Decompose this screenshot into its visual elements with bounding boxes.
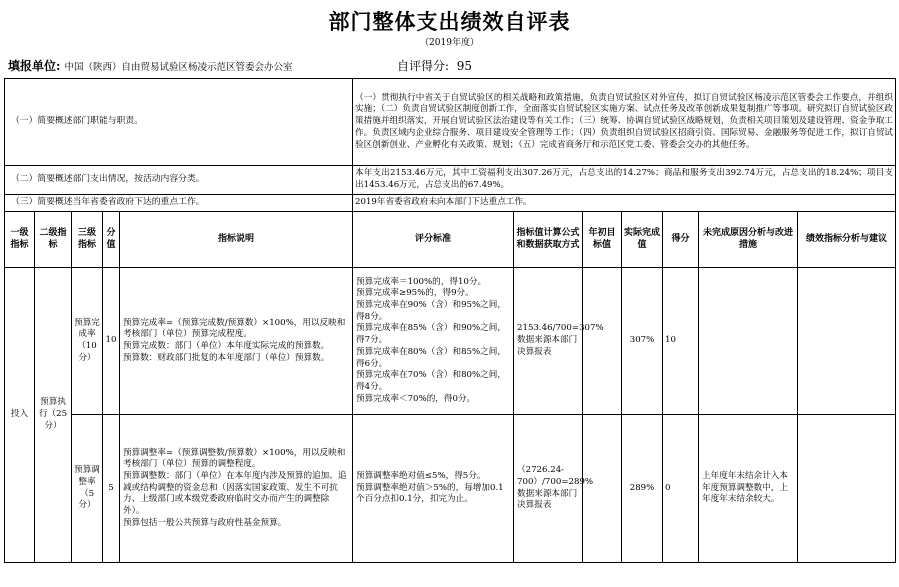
- intro-question: （三）简要概述当年省委省政府下达的重点工作。: [5, 195, 353, 212]
- intro-answer: （一）贯彻执行中省关于自贸试验区的相关战略和政策措施，负责自贸试验区对外宣传，拟订自贸试验区杨凌示范区管委会工作要点，并组织实施；（二）负责自贸试验区制度创新工作，全面落实自贸试验区实施方案、试点任务及改革创新成果复制推广等事项。研究拟订自贸试验区政策措施并组织落实，开展自贸试验区法治建设等有关工作；（三）统筹、协调自贸试验区战略规划，负责相关项目策划及建设管理、资金争取工作。负责区域内企业综合服务、项目建设安全管理等工作；（四）负责组织自贸试验区招商引资、国际贸易、金融服务等促进工作，拟订自贸试验区创新创业、产业孵化有关政策、规划；（五）完成省商务厅和示范区党工委、管委会交办的其他任务。: [353, 79, 896, 166]
- intro-question: （二）简要概述部门支出情况，按活动内容分类。: [5, 166, 353, 195]
- target-cell: [583, 415, 622, 563]
- level2-cell: 预算执行（25分）: [35, 268, 72, 563]
- header-target: 年初目标值: [583, 212, 622, 268]
- header-actual: 实际完成值: [622, 212, 663, 268]
- page-title: 部门整体支出绩效自评表: [328, 10, 571, 34]
- actual-cell: 289%: [622, 415, 663, 563]
- score-cell: 0: [663, 415, 699, 563]
- report-year: （2019年度）: [420, 38, 479, 48]
- self-score-value: 95: [456, 59, 472, 73]
- filing-unit-label: 填报单位:: [8, 59, 61, 73]
- header-criteria: 评分标准: [353, 212, 514, 268]
- intro-question: （一）简要概述部门职能与职责。: [5, 79, 353, 166]
- criteria-cell: 预算完成率＝100%的，得10分。 预算完成率≥95%的，得9分。 预算完成率在90%（含）和95%之间，得8分。 预算完成率在85%（含）和90%之间，得7分。 预算完成率在80%（含）和85%之间，得6分。 预算完成率在70%（含）和80%之间，得4分。 预算完成率＜70%的，得0分。: [353, 268, 514, 415]
- calculation-cell: 2153.46/700=307% 数据来源本部门决算报表: [514, 268, 583, 415]
- header-calculation: 指标值计算公式和数据获取方式: [514, 212, 583, 268]
- calculation-cell: （2726.24-700）/700=289% 数据来源本部门决算报表: [514, 415, 583, 563]
- analysis-cell: [798, 268, 896, 415]
- header-level2: 二级指标: [35, 212, 72, 268]
- level1-cell: 投入: [5, 268, 35, 563]
- target-cell: [583, 268, 622, 415]
- self-score: [397, 57, 472, 74]
- analysis-cell: [798, 415, 896, 563]
- header-level3: 三级指标: [72, 212, 103, 268]
- filing-unit: [8, 57, 292, 74]
- header-score: 得分: [663, 212, 699, 268]
- header-reason: 未完成原因分析与改进措施: [699, 212, 798, 268]
- description-cell: 预算调整率=（预算调整数/预算数）×100%，用以反映和考核部门（单位）预算的调整程度。 预算调整数：部门（单位）在本年度内涉及预算的追加、追减或结构调整的资金总和（因落实国家政策、发生不可抗力、上级部门或本级党委政府临时交办而产生的调整除外）。 预算包括一般公共预算与政府性基金预算。: [120, 415, 353, 563]
- intro-answer: 本年支出2153.46万元，其中工资福利支出307.26万元，占总支出的14.27%；商品和服务支出392.74万元，占总支出的18.24%；项目支出1453.46万元，占总支出的67.49%。: [353, 166, 896, 195]
- intro-row: [5, 166, 896, 195]
- header-analysis: 绩效指标分析与建议: [798, 212, 896, 268]
- intro-answer: 2019年省委省政府未向本部门下达重点工作。: [353, 195, 896, 212]
- header-description: 指标说明: [120, 212, 353, 268]
- score-cell: 10: [663, 268, 699, 415]
- reason-cell: [699, 268, 798, 415]
- weight-cell: 5: [103, 415, 120, 563]
- criteria-cell: 预算调整率绝对值≤5%，得5分。 预算调整率绝对值＞5%的，每增加0.1个百分点扣0.1分，扣完为止。: [353, 415, 514, 563]
- weight-cell: 10: [103, 268, 120, 415]
- actual-cell: 307%: [622, 268, 663, 415]
- intro-row: [5, 79, 896, 166]
- table-row: [5, 415, 896, 563]
- intro-row: [5, 195, 896, 212]
- header-weight: 分值: [103, 212, 120, 268]
- level3-cell: 预算完成率（10分）: [72, 268, 103, 415]
- filing-unit-value: 中国（陕西）自由贸易试验区杨凌示范区管委会办公室: [64, 62, 293, 73]
- header-level1: 一级指标: [5, 212, 35, 268]
- level3-cell: 预算调整率（5分）: [72, 415, 103, 563]
- description-cell: 预算完成率=（预算完成数/预算数）×100%，用以反映和考核部门（单位）预算完成程度。 预算完成数：部门（单位）本年度实际完成的预算数。 预算数：财政部门批复的本年度部门（单位）预算数。: [120, 268, 353, 415]
- evaluation-table: [4, 78, 896, 563]
- self-score-label: 自评得分:: [397, 59, 450, 73]
- header-row: [5, 212, 896, 268]
- reason-cell: 上年度年末结余计入本年度预算调整数中，上年度年末结余较大。: [699, 415, 798, 563]
- table-row: [5, 268, 896, 415]
